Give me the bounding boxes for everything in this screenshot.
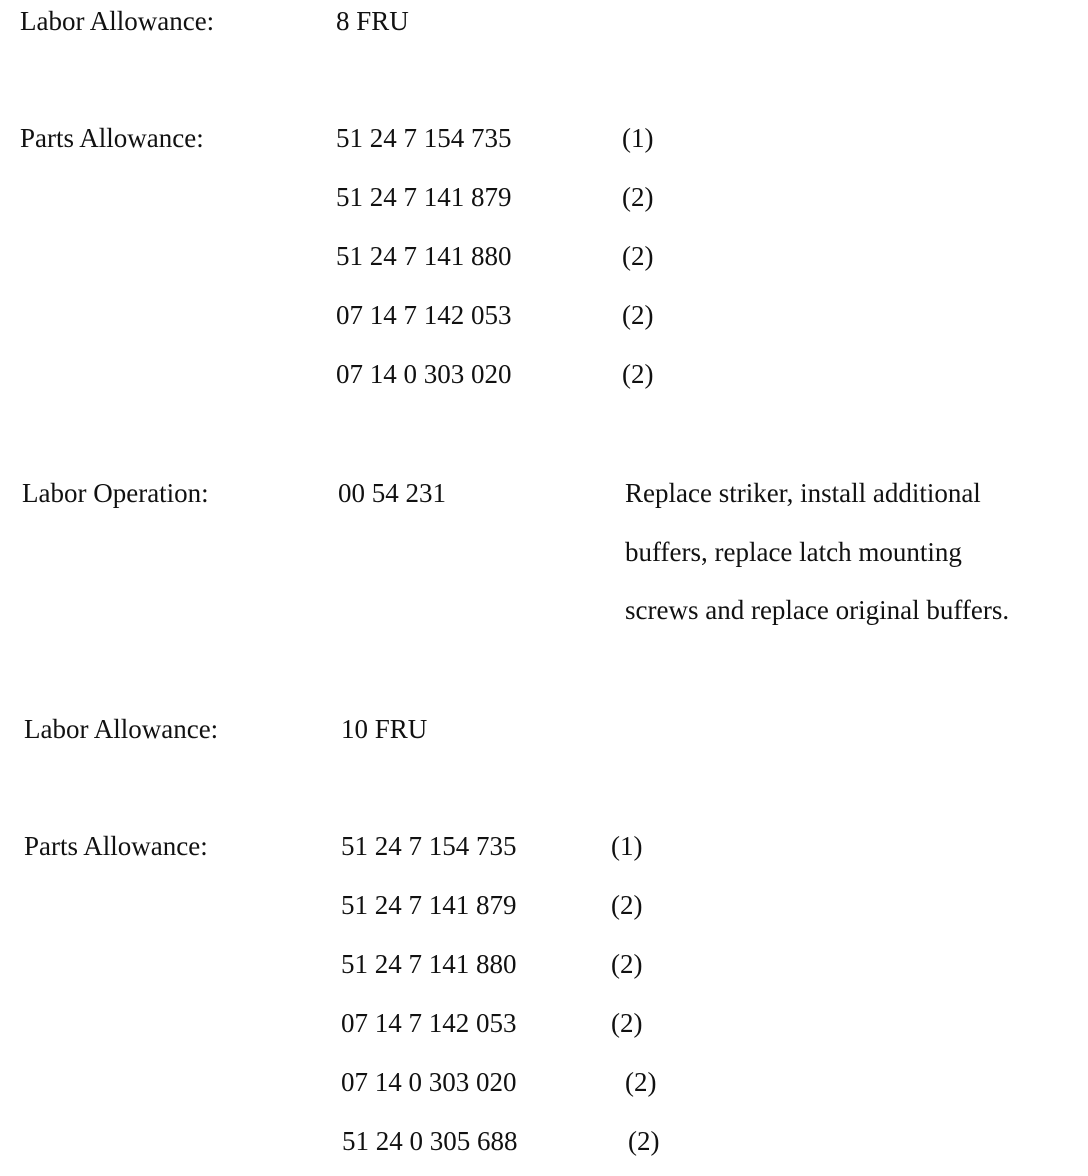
parts-allowance-label: Parts Allowance: xyxy=(24,831,208,861)
part-quantity: (2) xyxy=(611,890,643,920)
operation-description-line: Replace striker, install additional xyxy=(625,478,981,508)
labor-allowance-value: 8 FRU xyxy=(336,6,409,36)
part-number: 51 24 7 141 879 xyxy=(336,182,512,212)
labor-allowance-label: Labor Allowance: xyxy=(20,6,215,36)
part-quantity: (2) xyxy=(625,1067,657,1097)
part-number: 07 14 0 303 020 xyxy=(341,1067,517,1097)
labor-allowance-value: 10 FRU xyxy=(341,714,428,744)
part-quantity: (2) xyxy=(622,241,654,271)
part-number: 07 14 7 142 053 xyxy=(341,1008,517,1038)
part-number: 51 24 0 305 688 xyxy=(342,1126,518,1156)
part-number: 07 14 0 303 020 xyxy=(336,359,512,389)
part-number: 51 24 7 141 879 xyxy=(341,890,517,920)
operation-description-line: buffers, replace latch mounting xyxy=(625,537,962,567)
labor-operation-label: Labor Operation: xyxy=(22,478,209,508)
part-number: 51 24 7 141 880 xyxy=(341,949,517,979)
part-quantity: (1) xyxy=(611,831,643,861)
part-number: 51 24 7 141 880 xyxy=(336,241,512,271)
part-number: 07 14 7 142 053 xyxy=(336,300,512,330)
part-quantity: (2) xyxy=(622,182,654,212)
part-quantity: (1) xyxy=(622,123,654,153)
labor-allowance-label: Labor Allowance: xyxy=(24,714,219,744)
part-quantity: (2) xyxy=(622,300,654,330)
part-quantity: (2) xyxy=(611,1008,643,1038)
parts-allowance-label: Parts Allowance: xyxy=(20,123,204,153)
part-number: 51 24 7 154 735 xyxy=(336,123,512,153)
labor-operation-code: 00 54 231 xyxy=(338,478,446,508)
part-quantity: (2) xyxy=(628,1126,660,1156)
part-quantity: (2) xyxy=(611,949,643,979)
part-quantity: (2) xyxy=(622,359,654,389)
part-number: 51 24 7 154 735 xyxy=(341,831,517,861)
operation-description-line: screws and replace original buffers. xyxy=(625,595,1010,625)
